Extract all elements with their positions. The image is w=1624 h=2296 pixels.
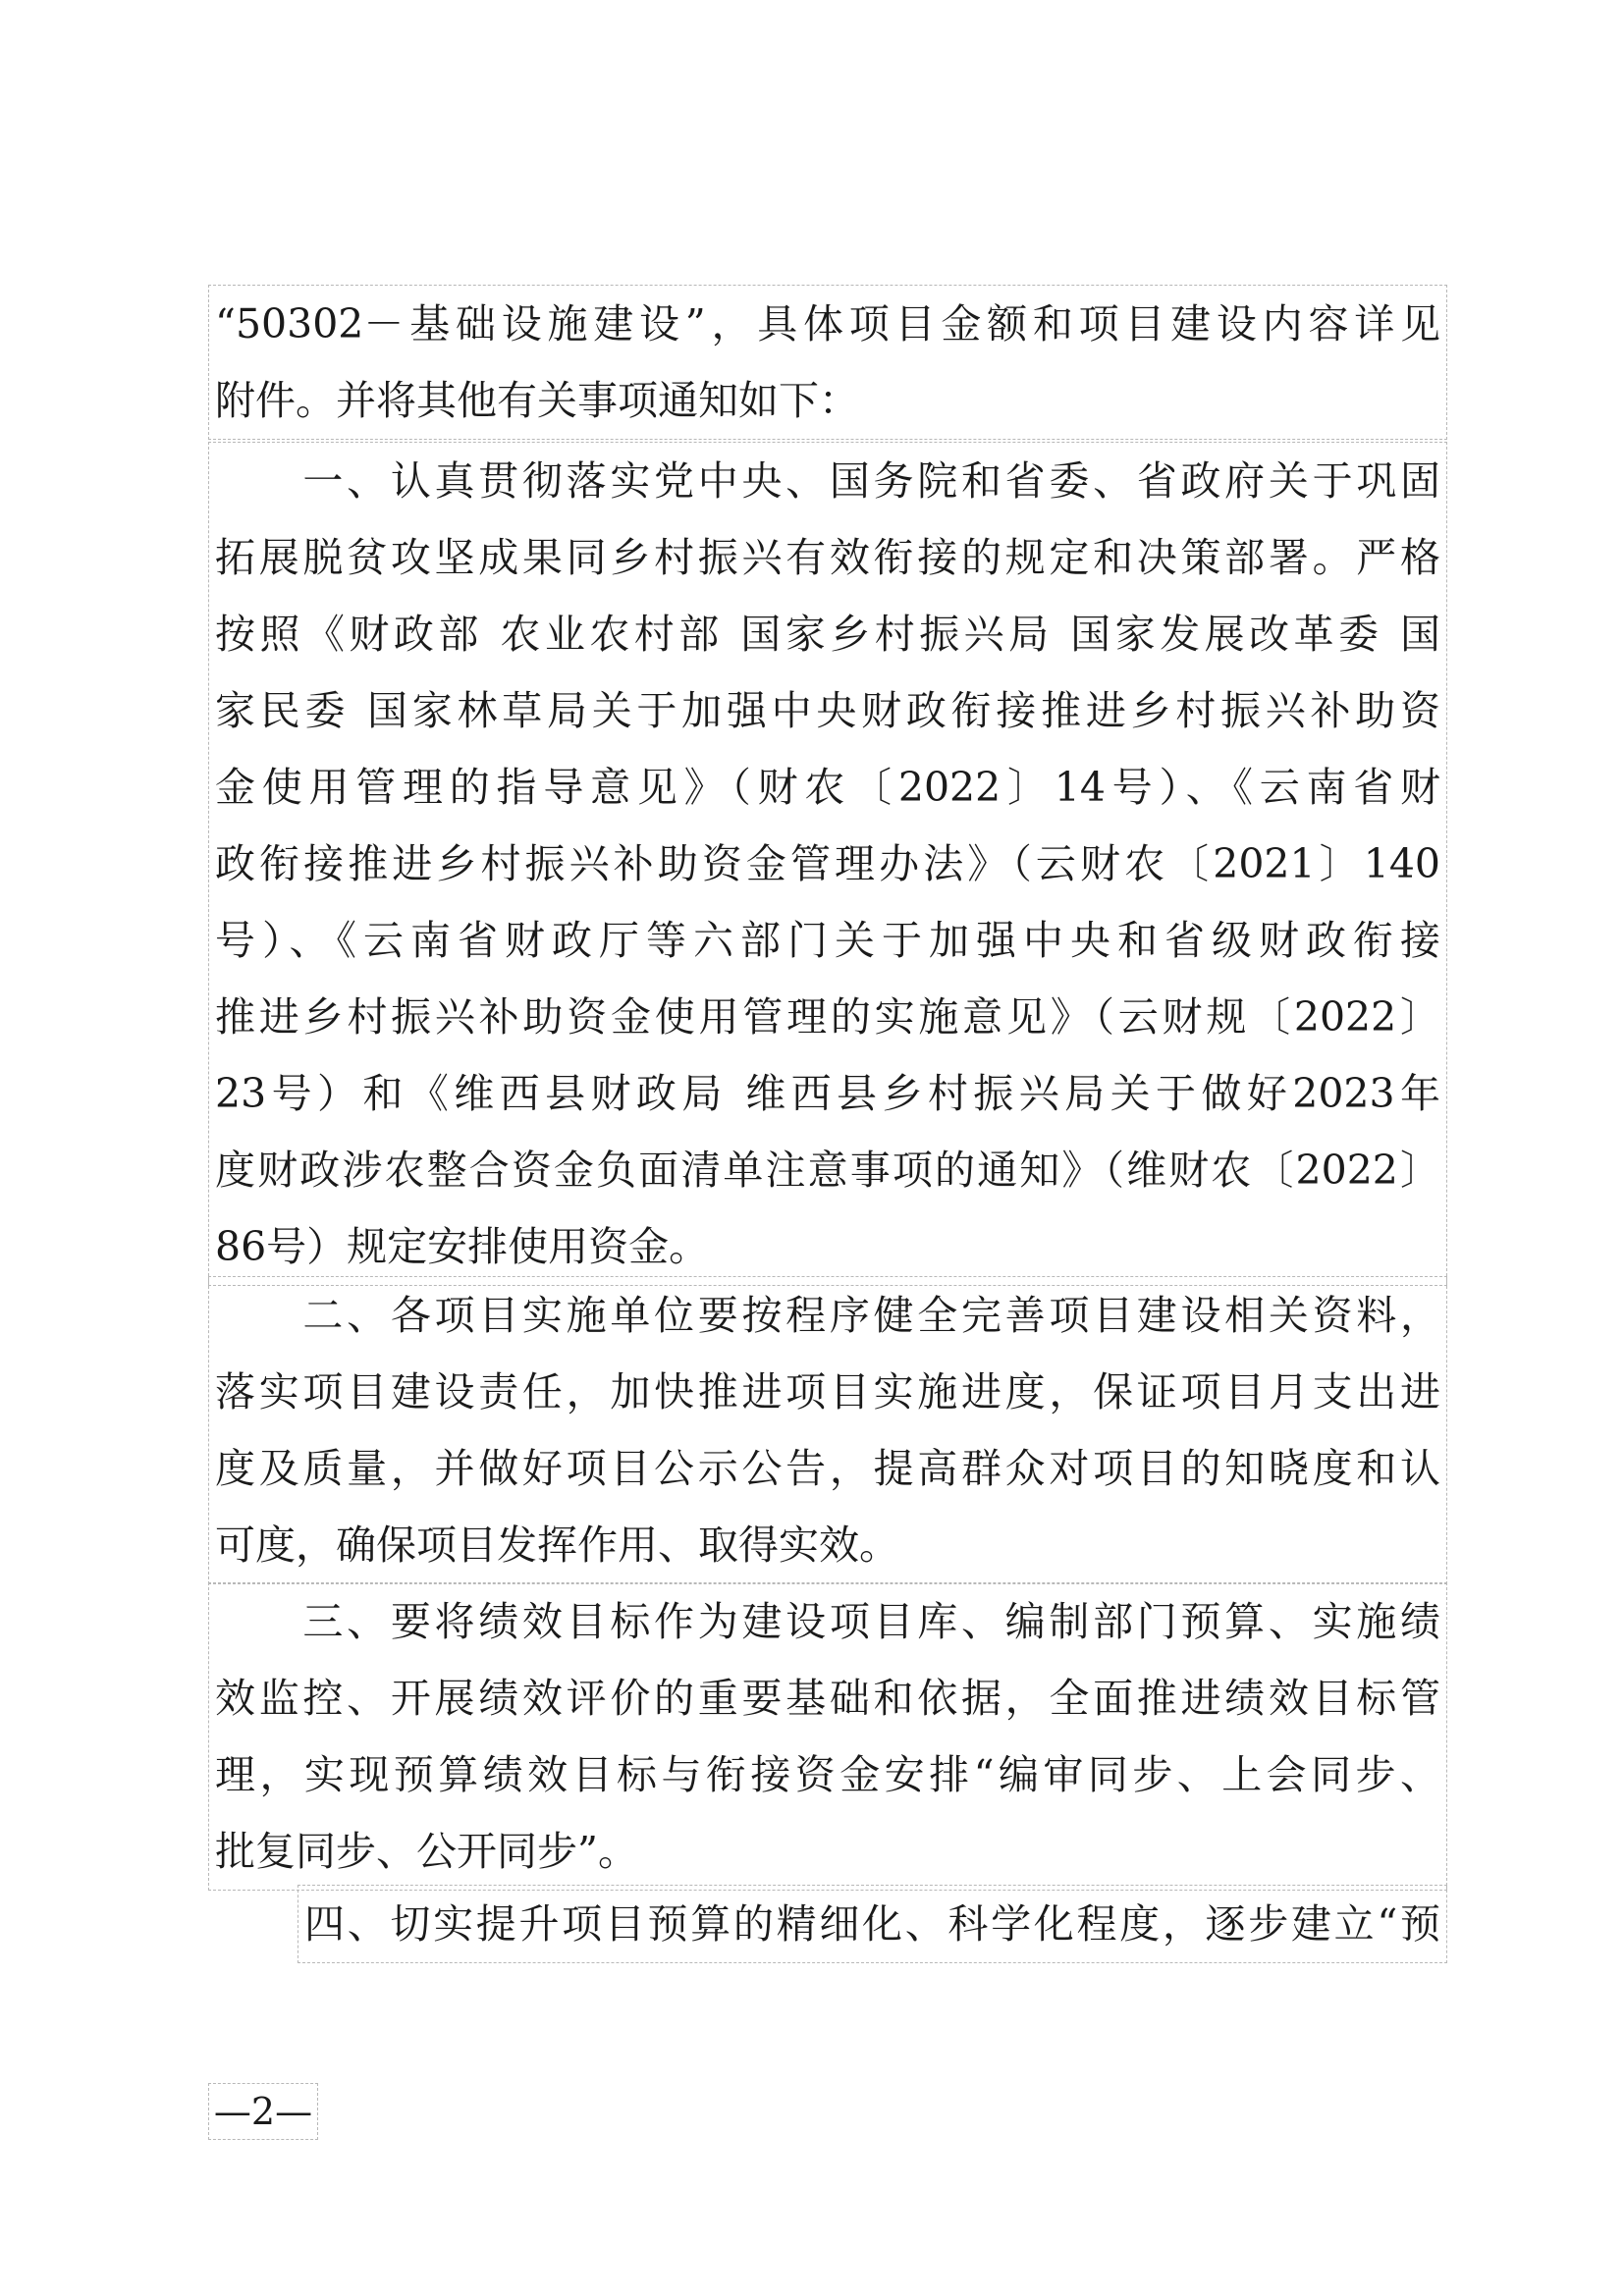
text-line: 批复同步、公开同步”。 [215, 1828, 638, 1875]
paragraph-item-3 [208, 1582, 1447, 1891]
text-line: 四、切实提升项目预算的精细化、科学化程度，逐步建立“预 [304, 1900, 1440, 1948]
text-line: 金使用管理的指导意见》（财农〔2022〕14号）、《云南省财 [215, 764, 1440, 811]
text-line: 一、认真贯彻落实党中央、国务院和省委、省政府关于巩固 [215, 457, 1440, 505]
text-line: 度财政涉农整合资金负面清单注意事项的通知》（维财农〔2022〕 [215, 1147, 1440, 1194]
text-line: 理，实现预算绩效目标与衔接资金安排“编审同步、上会同步、 [215, 1751, 1440, 1798]
paragraph-item-2 [208, 1276, 1447, 1584]
text-line: 三、要将绩效目标作为建设项目库、编制部门预算、实施绩 [215, 1598, 1440, 1645]
text-line: 拓展脱贫攻坚成果同乡村振兴有效衔接的规定和决策部署。严格 [215, 534, 1440, 581]
text-line: 效监控、开展绩效评价的重要基础和依据，全面推进绩效目标管 [215, 1675, 1440, 1722]
text-line: “50302－基础设施建设”，具体项目金额和项目建设内容详见 [215, 300, 1440, 347]
paragraph-item-1 [208, 442, 1447, 1286]
text-line: 度及质量，并做好项目公示公告，提高群众对项目的知晓度和认 [215, 1445, 1440, 1492]
text-line: 二、各项目实施单位要按程序健全完善项目建设相关资料， [215, 1292, 1440, 1339]
text-line: 附件。并将其他有关事项通知如下： [215, 377, 859, 424]
paragraph-intro-continuation [208, 285, 1447, 440]
text-line: 政衔接推进乡村振兴补助资金管理办法》（云财农〔2021〕140 [215, 840, 1440, 887]
text-line: 23号）和《维西县财政局 维西县乡村振兴局关于做好2023年 [215, 1070, 1440, 1117]
text-line: 家民委 国家林草局关于加强中央财政衔接推进乡村振兴补助资 [215, 687, 1440, 734]
text-line: 推进乡村振兴补助资金使用管理的实施意见》（云财规〔2022〕 [215, 993, 1440, 1041]
paragraph-item-4 [298, 1885, 1447, 1963]
text-line: 号）、《云南省财政厅等六部门关于加强中央和省级财政衔接 [215, 917, 1440, 964]
text-line: 落实项目建设责任，加快推进项目实施进度，保证项目月支出进 [215, 1368, 1440, 1415]
text-line: 按照《财政部 农业农村部 国家乡村振兴局 国家发展改革委 国 [215, 611, 1440, 658]
page-number: —2— [208, 2083, 318, 2140]
text-line: 可度，确保项目发挥作用、取得实效。 [215, 1522, 899, 1569]
text-line: 86号）规定安排使用资金。 [215, 1223, 710, 1270]
